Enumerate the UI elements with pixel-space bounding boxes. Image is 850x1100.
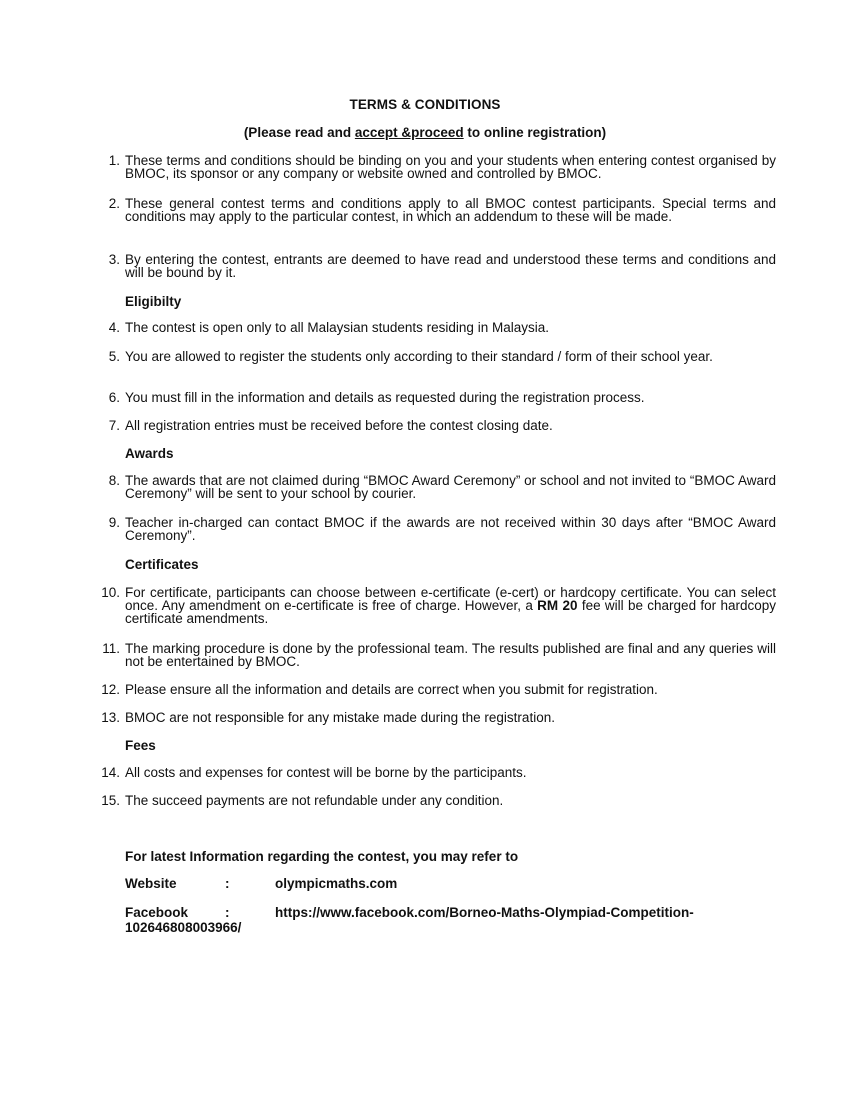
section-heading-awards: Awards: [125, 446, 174, 461]
facebook-colon: :: [225, 905, 230, 920]
item-text: All registration entries must be received before the contest closing date.: [125, 418, 553, 433]
item-text: BMOC are not responsible for any mistake made during the registration.: [125, 710, 555, 725]
item-number: 6.: [108, 390, 120, 405]
facebook-link[interactable]: https://www.facebook.com/Borneo-Maths-Olympiad-Competition-: [275, 905, 694, 920]
item-number: 2.: [108, 196, 120, 211]
fee-amount: RM 20: [537, 598, 578, 613]
item-text: The awards that are not claimed during “BMOC Award Ceremony” or school and not invited to “BMOC Award Ceremony” will be sent to your school by courier.: [125, 473, 776, 501]
item-number: 1.: [108, 153, 120, 168]
item-number: 9.: [108, 515, 120, 530]
item-number: 5.: [108, 349, 120, 364]
page-subtitle: [0, 125, 850, 140]
item-number: 10.: [101, 585, 120, 600]
item-text: You are allowed to register the students only according to their standard / form of their school year.: [125, 349, 713, 364]
item-text: By entering the contest, entrants are deemed to have read and understood these terms and conditions and will be bound by it.: [125, 252, 776, 280]
website-colon: :: [225, 876, 230, 891]
item-text: These terms and conditions should be binding on you and your students when entering contest organised by BMOC, its sponsor or any company or website owned and controlled by BMOC.: [125, 153, 776, 181]
website-link[interactable]: olympicmaths.com: [275, 876, 398, 891]
facebook-label: Facebook: [125, 905, 189, 920]
item-number: 11.: [102, 641, 120, 656]
item-text: Teacher in-charged can contact BMOC if the awards are not received within 30 days after “BMOC Award Ceremony”.: [125, 515, 776, 543]
item-text-part: fee will be charged for hardcopy certificate amendments.: [125, 598, 776, 626]
item-number: 13.: [101, 710, 120, 725]
item-text: These general contest terms and conditions apply to all BMOC contest participants. Special terms and conditions may apply to the particular contest, in which an addendum to these will be made.: [125, 196, 776, 224]
item-number: 8.: [108, 473, 120, 488]
page-title: TERMS & CONDITIONS: [349, 97, 501, 112]
item-text: Please ensure all the information and details are correct when you submit for registration.: [125, 682, 658, 697]
item-number: 3.: [108, 252, 120, 267]
facebook-link-continued[interactable]: 102646808003966/: [125, 920, 242, 935]
item-number: 7.: [108, 418, 120, 433]
section-heading-fees: Fees: [125, 738, 156, 753]
item-number: 4.: [108, 320, 120, 335]
item-number: 12.: [101, 682, 120, 697]
section-heading-eligibility: Eligibilty: [125, 294, 182, 309]
subtitle-post: to online registration): [463, 125, 607, 140]
item-text-part: For certificate, participants can choose between e-certificate (e-cert) or hardcopy certificate. You can select once. Any amendment on e-certificate is free of charge. However, a: [125, 585, 776, 613]
item-number: 14.: [101, 765, 120, 780]
item-text: The marking procedure is done by the professional team. The results published are final and any queries will not be entertained by BMOC.: [125, 641, 776, 669]
website-label: Website: [125, 876, 177, 891]
section-heading-certificates: Certificates: [125, 557, 199, 572]
accept-proceed-link[interactable]: accept &proceed: [354, 125, 464, 140]
subtitle-pre: (Please read and: [243, 125, 355, 140]
footer-intro: For latest Information regarding the contest, you may refer to: [125, 849, 519, 864]
item-text: [125, 586, 776, 625]
item-text: You must fill in the information and details as requested during the registration process.: [125, 390, 645, 405]
item-text: The contest is open only to all Malaysian students residing in Malaysia.: [125, 320, 549, 335]
item-text: All costs and expenses for contest will be borne by the participants.: [125, 765, 527, 780]
item-number: 15.: [101, 793, 120, 808]
item-text: The succeed payments are not refundable under any condition.: [125, 793, 504, 808]
